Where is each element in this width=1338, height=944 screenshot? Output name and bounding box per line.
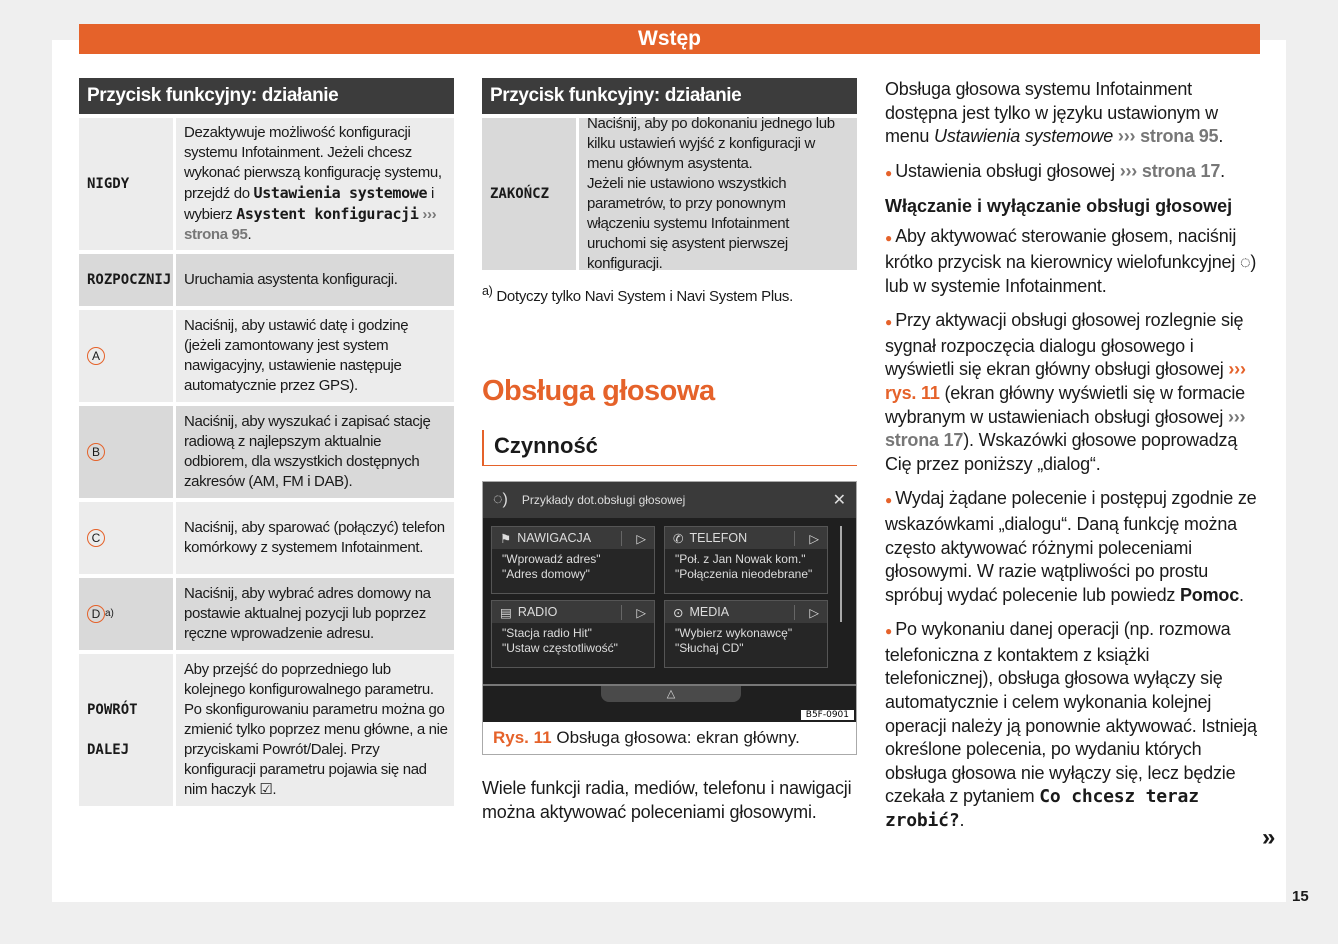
tile-radio[interactable]: ▤ RADIO ▷ "Stacja radio Hit" "Ustaw częstotliwość": [491, 600, 655, 668]
phone-icon: ✆: [673, 531, 684, 546]
section-title: Obsługa głosowa: [482, 375, 715, 407]
page-link[interactable]: ››› strona 95: [184, 206, 437, 243]
paragraph: Obsługa głosowa systemu Infotainment dostępna jest tylko w języku ustawionym w menu Ustawienia systemowe ››› strona 95.: [885, 79, 1224, 147]
page-number: 15: [1292, 888, 1309, 905]
table-row: [79, 118, 454, 250]
button-d-icon: D: [87, 605, 105, 623]
row-text: Naciśnij, aby wyszukać i zapisać stację radiową z najlepszym aktualnie odbiorem, dla wszystkich dostępnych zakresów (AM, FM i DAB).: [176, 406, 454, 498]
row-key: DALEJ: [87, 742, 130, 758]
voice-button-icon: ◌): [1239, 251, 1257, 272]
close-icon[interactable]: ✕: [832, 492, 846, 509]
figure-caption: Rys. 11 Obsługa głosowa: ekran główny.: [493, 728, 800, 747]
figure: [482, 481, 857, 755]
expand-up-icon[interactable]: △: [601, 686, 741, 702]
row-key: ZAKOŃCZ: [482, 118, 576, 270]
tile-media[interactable]: ⊙ MEDIA ▷ "Wybierz wykonawcę" "Słuchaj CD": [664, 600, 828, 668]
figure-link[interactable]: ››› rys. 11: [885, 359, 1246, 403]
screen-title: Przykłady dot.obsługi głosowej: [521, 493, 686, 507]
play-icon[interactable]: ▷: [794, 531, 819, 546]
row-text: Naciśnij, aby sparować (połączyć) telefon komórkowy z systemem Infotainment.: [176, 502, 454, 574]
bullet: ● Ustawienia obsługi głosowej ››› strona 17.: [885, 160, 1260, 186]
chapter-banner: Wstęp: [79, 24, 1260, 54]
flag-icon: ⚑: [500, 531, 512, 546]
right-column: [885, 78, 1260, 844]
play-icon[interactable]: ▷: [794, 605, 819, 620]
row-text: Naciśnij, aby wybrać adres domowy na postawie aktualnej pozycji lub poprzez ręczne wprowadzenie adresu.: [176, 578, 454, 650]
table-header: Przycisk funkcyjny: działanie: [482, 78, 857, 114]
footnote: $^{a)}$ Dotyczy tylko Navi System i Navi System Plus.: [482, 284, 793, 305]
button-c-icon: C: [87, 529, 105, 547]
function-table-1: [79, 78, 454, 806]
row-key: NIGDY: [79, 118, 173, 250]
paragraph: Wiele funkcji radia, mediów, telefonu i nawigacji można aktywować poleceniami głosowymi.: [482, 778, 852, 822]
media-icon: ⊙: [673, 605, 684, 620]
table-row: [482, 115, 857, 272]
button-b-icon: B: [87, 443, 105, 461]
subsection-title: Czynność: [482, 430, 857, 466]
bullet: ● Aby aktywować sterowanie głosem, naciśnij krótko przycisk na kierownicy wielofunkcyjnej ◌) lub w systemie Infotainment.: [885, 225, 1260, 298]
table-row: D a) Naciśnij, aby wybrać adres domowy na postawie aktualnej pozycji lub poprzez ręczne wprowadzenie adresu.: [79, 578, 454, 650]
voice-icon: ◌): [493, 491, 508, 508]
table-row: [79, 310, 454, 402]
figure-code: B5F-0901: [801, 710, 854, 720]
radio-icon: ▤: [500, 605, 512, 620]
bullet: ● Wydaj żądane polecenie i postępuj zgodnie ze wskazówkami „dialogu“. Daną funkcję można często aktywować różnymi poleceniami głosowymi. W razie wątpliwości po prostu spróbuj wydać polecenie lub powiedz Pomoc.: [885, 487, 1260, 607]
row-key: POWRÓT: [87, 702, 138, 718]
row-text: Uruchamia asystenta konfiguracji.: [176, 254, 454, 306]
table-row: [79, 254, 454, 306]
row-text: Dezaktywuje możliwość konfiguracji systemu Infotainment. Jeżeli chcesz wykonać pierwszą konfigurację systemu, przejdź do Ustawienia systemowe i wybierz Asystent konfiguracji ››› strona 95.: [176, 118, 454, 250]
button-a-icon: A: [87, 347, 105, 365]
table-row: [79, 654, 454, 806]
page-link[interactable]: ››› strona 95: [1117, 126, 1219, 147]
page-link[interactable]: ››› strona 17: [885, 406, 1246, 451]
tile-phone[interactable]: ✆ TELEFON ▷ "Poł. z Jan Nowak kom." "Połączenia nieodebrane": [664, 526, 828, 594]
row-text: Naciśnij, aby po dokonaniu jednego lub kilku ustawień wyjść z konfiguracji w menu głównym asystenta. Jeżeli nie ustawiono wszystkich parametrów, to przy ponownym włączeniu systemu Infotainment uruchomi się asystent pierwszej konfiguracji.: [579, 118, 857, 270]
table-header: Przycisk funkcyjny: działanie: [79, 78, 454, 114]
voice-screen: [483, 482, 856, 722]
heading: Włączanie i wyłączanie obsługi głosowej: [885, 196, 1233, 217]
table-row: [79, 406, 454, 498]
row-text: Naciśnij, aby ustawić datę i godzinę (jeżeli zamontowany jest system nawigacyjny, ustawienie następuje automatycznie przez GPS).: [176, 310, 454, 402]
row-key: ROZPOCZNIJ: [79, 254, 173, 306]
bullet: ● Po wykonaniu danej operacji (np. rozmowa telefoniczna z kontaktem z książki telefonicznej), obsługa głosowa wyłączy się automatycznie i celem wykonania kolejnej operacji należy ją ponownie aktywować. Istnieją określone polecenia, po wydaniu których obsługa głosowa nie wyłączy się, lecz będzie czekała z pytaniem Co chcesz teraz zrobić?.: [885, 618, 1260, 832]
tile-navigation[interactable]: ⚑ NAWIGACJA ▷ "Wprowadź adres" "Adres domowy": [491, 526, 655, 594]
play-icon[interactable]: ▷: [621, 531, 646, 546]
play-icon[interactable]: ▷: [621, 605, 646, 620]
page-link[interactable]: ››› strona 17: [1119, 160, 1221, 181]
table-row: [79, 502, 454, 574]
bullet: ● Przy aktywacji obsługi głosowej rozlegnie się sygnał rozpoczęcia dialogu głosowego i wyświetli się ekran główny obsługi głosowej ››› rys. 11 (ekran główny wyświetli się w formacie wybranym w ustawieniach obsługi głosowej ››› strona 17). Wskazówki głosowe poprowadzą Cię przez poniższy „dialog“.: [885, 309, 1260, 476]
middle-column: [482, 78, 857, 824]
continue-icon: »: [1262, 824, 1276, 851]
row-text: Aby przejść do poprzedniego lub kolejnego konfigurowalnego parametru. Po skonfigurowaniu parametru można go zmienić tylko poprzez menu główne, a nie przyciskami Powrót/Dalej. Przy konfiguracji parametru pojawia się nad nim haczyk ☑.: [176, 654, 454, 806]
scrollbar[interactable]: [840, 526, 842, 622]
